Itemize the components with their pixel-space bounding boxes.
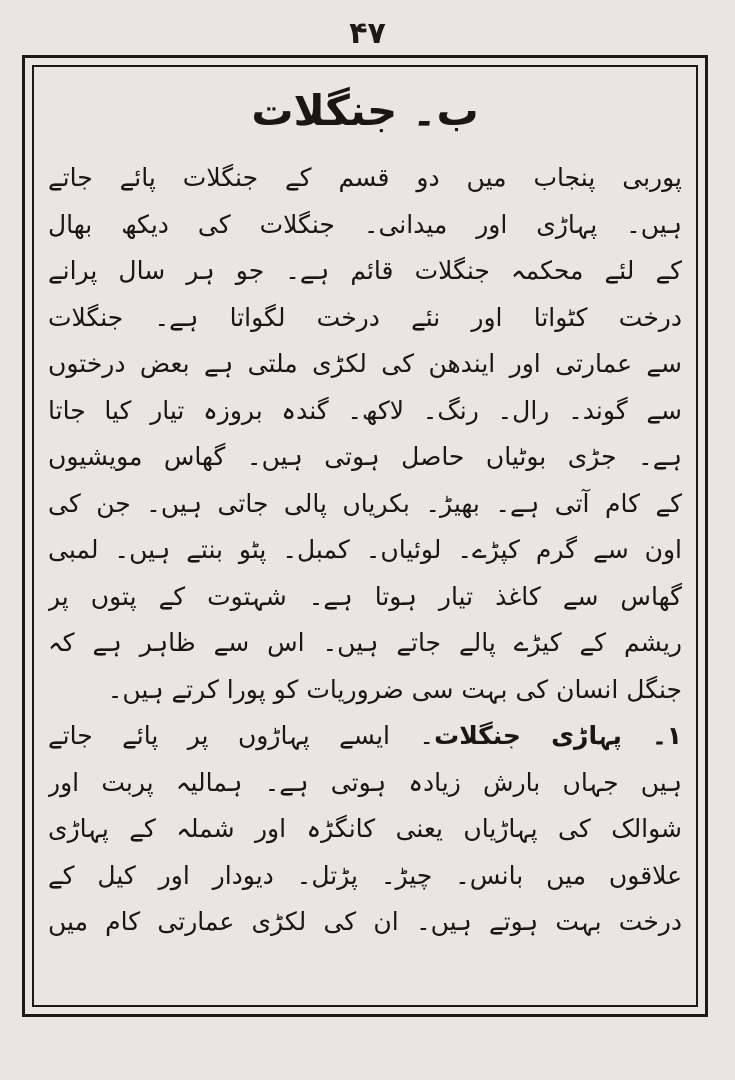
- text-line-15: شوالک کی پہاڑیاں یعنی کانگڑہ اور شملہ کے پہاڑی: [48, 814, 682, 843]
- text-line-12: جنگل انسان کی بہت سی ضروریات کو پورا کرتے ہیں۔: [107, 674, 682, 704]
- text-line-1: پوربی پنجاب میں دو قسم کے جنگلات پائے جاتے: [48, 163, 682, 192]
- text-line-5: سے عمارتی اور ایندھن کی لکڑی ملتی ہے بعض درختوں: [48, 349, 682, 378]
- text-line-4: درخت کٹواتا اور نئے درخت لگواتا ہے۔ جنگلات: [48, 302, 682, 332]
- text-line-16: علاقوں میں بانس۔ چیڑ۔ پڑتل۔ دیودار اور کیل کے: [48, 860, 682, 890]
- page-number: ۴۷: [349, 16, 386, 51]
- text-line-3: کے لئے محکمہ جنگلات قائم ہے۔ جو ہر سال پرانے: [48, 256, 682, 285]
- text-line-14: ہیں جہاں بارش زیادہ ہوتی ہے۔ ہمالیہ پربت اور: [48, 767, 682, 797]
- section-heading: ب۔ جنگلات: [251, 86, 479, 135]
- text-line-11: ریشم کے کیڑے پالے جاتے ہیں۔ اس سے ظاہر ہے کہ: [48, 628, 682, 657]
- text-frame: [32, 65, 698, 1007]
- text-line-6: سے گوند۔ رال۔ رنگ۔ لاکھ۔ گندہ بروزہ تیار کیا جاتا: [48, 395, 682, 425]
- text-line-17: درخت بہت ہوتے ہیں۔ ان کی لکڑی عمارتی کام میں: [48, 907, 682, 936]
- text-line-7: ہے۔ جڑی بوٹیاں حاصل ہوتی ہیں۔ گھاس مویشیوں: [48, 442, 682, 471]
- text-line-10: گھاس سے کاغذ تیار ہوتا ہے۔ شہتوت کے پتوں پر: [48, 581, 682, 611]
- subsection-term: ۱۔ پہاڑی جنگلات: [434, 721, 682, 750]
- subsection-lead-text: ۔ ایسے پہاڑوں پر پائے جاتے: [48, 721, 435, 750]
- text-line-2: ہیں۔ پہاڑی اور میدانی۔ جنگلات کی دیکھ بھال: [48, 209, 682, 239]
- subsection-line: [48, 713, 682, 760]
- text-line-9: اون سے گرم کپڑے۔ لوئیاں۔ کمبل۔ پٹو بنتے ہیں۔ لمبی: [48, 535, 682, 564]
- body-text: [48, 155, 682, 946]
- text-line-8: کے کام آتی ہے۔ بھیڑ۔ بکریاں پالی جاتی ہیں۔ جن کی: [48, 488, 682, 518]
